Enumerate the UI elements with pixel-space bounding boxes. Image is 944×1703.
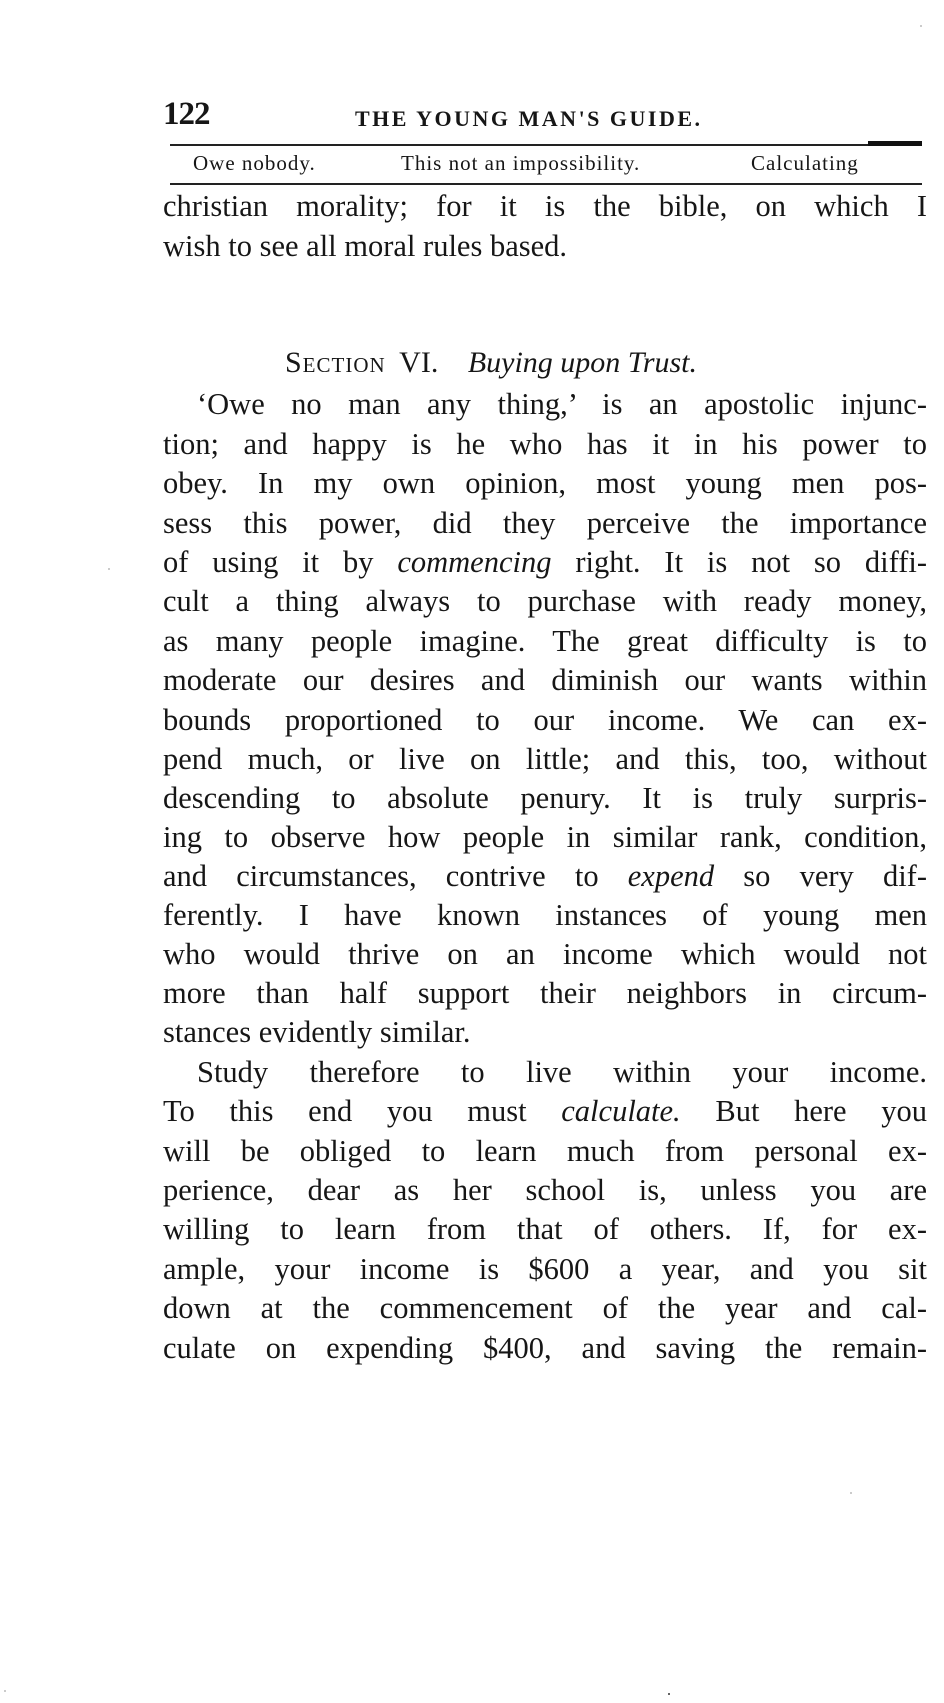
paragraph-line: stances evidently similar. — [163, 1015, 471, 1049]
paragraph-line: ferently. I have known instances of young men — [163, 898, 927, 932]
paragraph-line: ample, your income is $600 a year, and you sit — [163, 1252, 927, 1286]
paragraph-line: perience, dear as her school is, unless you are — [163, 1173, 927, 1207]
paper-speck — [920, 25, 922, 27]
emphasis-commencing: commencing — [397, 545, 552, 579]
header-rule-top — [170, 144, 922, 146]
paragraph-line: willing to learn from that of others. If, for ex- — [163, 1212, 927, 1246]
paragraph-line: Study therefore to live within your income. — [197, 1055, 927, 1089]
section-number: VI. — [399, 346, 439, 379]
paragraph-line — [163, 855, 927, 897]
text-run: and circumstances, contrive to — [163, 859, 628, 893]
paragraph-line: bounds proportioned to our income. We can ex- — [163, 703, 927, 737]
topic-not-impossibility: This not an impossibility. — [401, 151, 641, 175]
book-title: THE YOUNG MAN'S GUIDE. — [355, 106, 703, 131]
text-run: of using it by — [163, 545, 398, 579]
paragraph-line: ing to observe how people in similar rank, condition, — [163, 820, 927, 854]
text-run: right. It is not so diffi- — [551, 545, 927, 579]
paragraph-line — [163, 541, 927, 583]
paper-speck — [108, 568, 110, 570]
paragraph-line: descending to absolute penury. It is truly surpris- — [163, 781, 927, 815]
paper-speck — [4, 1690, 6, 1692]
paragraph-line: pend much, or live on little; and this, too, without — [163, 742, 927, 776]
text-run: But here you — [680, 1094, 927, 1128]
paper-speck — [668, 1693, 670, 1695]
paragraph-line: will be obliged to learn much from personal ex- — [163, 1134, 927, 1168]
topic-calculating: Calculating — [751, 151, 859, 175]
section-title: Buying upon Trust. — [467, 346, 698, 379]
paragraph-line: cult a thing always to purchase with ready money, — [163, 584, 927, 618]
carryover-line-1: christian morality; for it is the bible, on which I — [163, 189, 927, 223]
paragraph-line: tion; and happy is he who has it in his power to — [163, 427, 927, 461]
topic-bar — [193, 151, 883, 183]
paragraph-line: as many people imagine. The great difficulty is to — [163, 624, 927, 658]
text-run: To this end you must — [163, 1094, 562, 1128]
paragraph-line: who would thrive on an income which would not — [163, 937, 927, 971]
paragraph-line: sess this power, did they perceive the importance — [163, 506, 927, 540]
topic-owe-nobody: Owe nobody. — [193, 151, 316, 175]
paragraph-line: moderate our desires and diminish our wants within — [163, 663, 927, 697]
carryover-line-2: wish to see all moral rules based. — [163, 229, 568, 263]
page-number: 122 — [163, 96, 210, 132]
paragraph-line — [163, 1090, 927, 1132]
paragraph-line: obey. In my own opinion, most young men pos- — [163, 466, 927, 500]
section-label: Section — [285, 346, 386, 379]
emphasis-calculate: calculate. — [561, 1094, 681, 1128]
text-run: so very dif- — [714, 859, 927, 893]
header-rule-thick-end — [868, 141, 922, 146]
paper-speck — [850, 1492, 852, 1494]
paragraph-line: more than half support their neighbors in circum- — [163, 976, 927, 1010]
emphasis-expend: expend — [627, 859, 715, 893]
running-head — [163, 96, 923, 140]
paragraph-line: down at the commencement of the year and cal- — [163, 1291, 927, 1325]
paragraph-line: ‘Owe no man any thing,’ is an apostolic injunc- — [197, 387, 927, 421]
paragraph-line: culate on expending $400, and saving the remain- — [163, 1331, 927, 1365]
